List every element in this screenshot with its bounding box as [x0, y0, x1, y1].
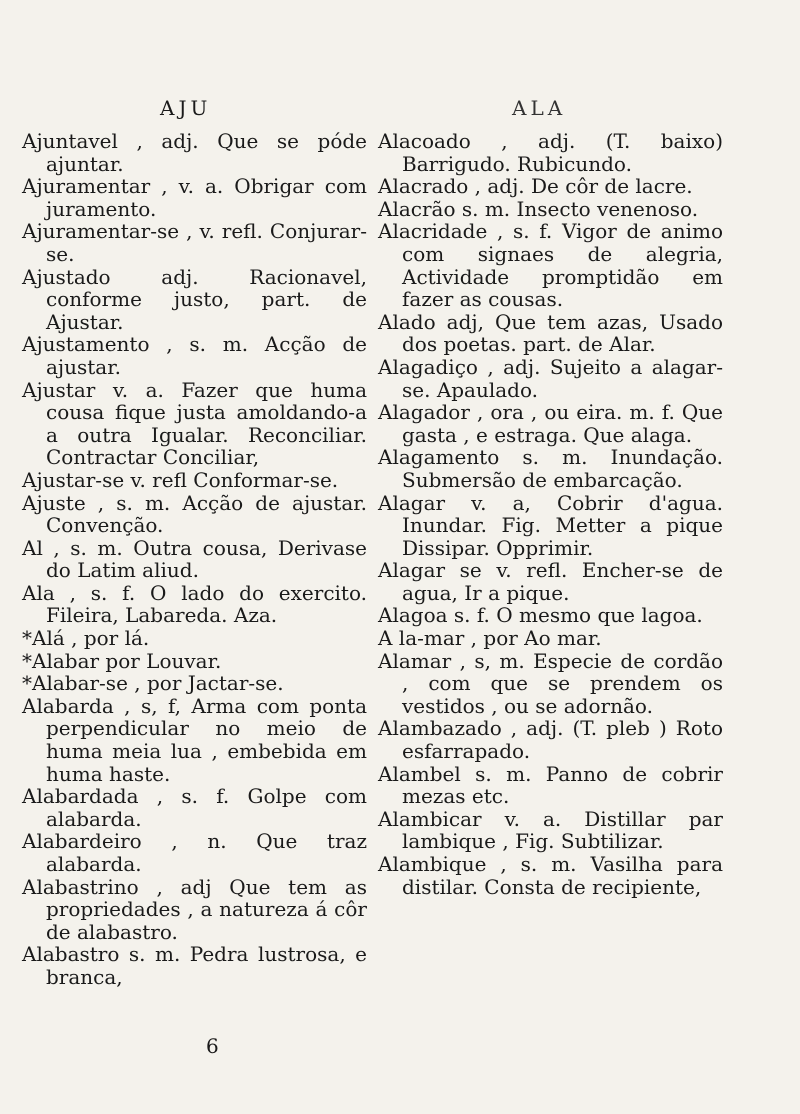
dictionary-entry: Ajuramentar , v. a. Obrigar com juramento.: [22, 174, 367, 221]
dictionary-entry: Alacrão s. m. Insecto venenoso.: [378, 196, 699, 221]
dictionary-entry: Alabastro s. m. Pedra lustrosa, e branca,: [22, 942, 367, 989]
dictionary-entry: Ajuramentar-se , v. refl. Conjurar-se.: [22, 219, 367, 266]
dictionary-entry: Ajuste , s. m. Acção de ajustar. Convenção.: [22, 490, 367, 538]
dictionary-entry: Alabarda , s, f, Arma com ponta perpendicular no meio de huma meia lua , embebida em huma haste.: [22, 693, 367, 786]
dictionary-entry: *Alabar-se , por Jactar-se.: [22, 671, 284, 696]
dictionary-entry: Al , s. m. Outra cousa, Derivase do Latim aliud.: [22, 535, 367, 583]
dictionary-entry: Alacrado , adj. De côr de lacre.: [378, 174, 693, 199]
right-column: [378, 130, 723, 898]
dictionary-entry: Ajuntavel , adj. Que se póde ajuntar.: [22, 129, 367, 176]
dictionary-entry: Alagadiço , adj. Sujeito a alagar-se. Apaulado.: [378, 354, 723, 402]
dictionary-entry: *Alabar por Louvar.: [22, 648, 222, 673]
dictionary-entry: Alagador , ora , ou eira. m. f. Que gasta , e estraga. Que alaga.: [378, 400, 723, 447]
left-column: [22, 130, 367, 989]
dictionary-entry: Ajustado adj. Racionavel, conforme justo, part. de Ajustar.: [22, 264, 367, 334]
dictionary-entry: Ajustar-se v. refl Conformar-se.: [22, 467, 339, 492]
running-head-left: AJU: [160, 96, 212, 120]
dictionary-entry: Alabastrino , adj Que tem as propriedades , a natureza á côr de alabastro.: [22, 874, 367, 944]
dictionary-entry: Ala , s. f. O lado do exercito. Fileira, Labareda. Aza.: [22, 580, 367, 628]
dictionary-entry: *Alá , por lá.: [22, 626, 150, 651]
dictionary-entry: Alado adj, Que tem azas, Usado dos poetas. part. de Alar.: [378, 309, 723, 357]
dictionary-entry: Alamar , s, m. Especie de cordão , com que se prendem os vestidos , ou se adornão.: [378, 648, 723, 718]
dictionary-entry: Alagar v. a, Cobrir d'agua. Inundar. Fig. Metter a pique Dissipar. Opprimir.: [378, 490, 723, 560]
dictionary-entry: Ajustamento , s. m. Acção de ajustar.: [22, 332, 367, 379]
dictionary-entry: Alambazado , adj. (T. pleb ) Roto esfarrapado.: [378, 716, 723, 764]
dictionary-entry: Alambicar v. a. Distillar par lambique , Fig. Subtilizar.: [378, 806, 723, 854]
dictionary-entry: Alacoado , adj. (T. baixo) Barrigudo. Rubicundo.: [378, 129, 723, 176]
dictionary-entry: Alagamento s. m. Inundação. Submersão de embarcação.: [378, 445, 723, 492]
dictionary-entry: Alambique , s. m. Vasilha para distilar. Consta de recipiente,: [378, 852, 723, 899]
dictionary-entry: Alabardeiro , n. Que traz alabarda.: [22, 829, 367, 876]
dictionary-entry: Alambel s. m. Panno de cobrir mezas etc.: [378, 761, 723, 809]
page-number: 6: [206, 1034, 219, 1058]
dictionary-entry: Alagoa s. f. O mesmo que lagoa.: [378, 603, 703, 628]
running-head-right: ALA: [512, 96, 567, 120]
dictionary-entry: Alacridade , s. f. Vigor de animo com signaes de alegria, Actividade promptidão em fazer as cousas.: [378, 219, 723, 312]
dictionary-entry: Alagar se v. refl. Encher-se de agua, Ir a pique.: [378, 558, 723, 605]
dictionary-entry: A la-mar , por Ao mar.: [378, 626, 602, 651]
dictionary-entry: Alabardada , s. f. Golpe com alabarda.: [22, 784, 367, 831]
dictionary-entry: Ajustar v. a. Fazer que huma cousa fique justa amoldando-a a outra Igualar. Reconciliar. Contractar Conciliar,: [22, 377, 367, 470]
